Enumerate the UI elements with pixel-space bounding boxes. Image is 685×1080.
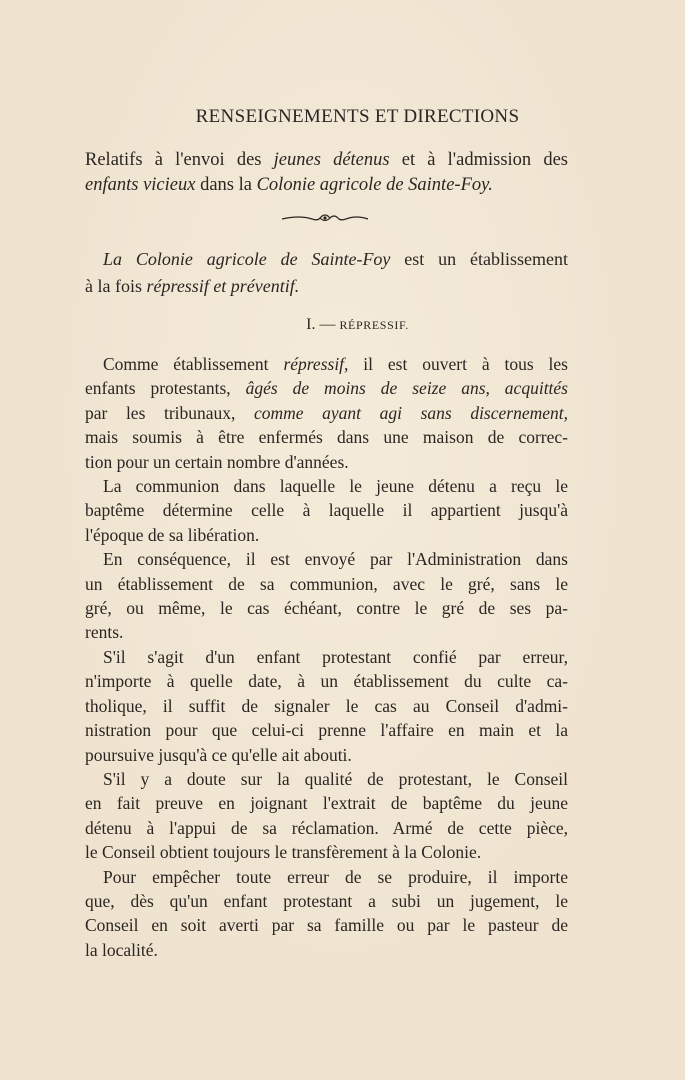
- section-name: RÉPRESSIF.: [339, 318, 409, 332]
- text-line: Pour empêcher toute erreur de se produire, il importe: [103, 866, 568, 887]
- text-line: enfants protestants, âgés de moins de seize ans, acquittés: [85, 378, 568, 399]
- text-line: S'il y a doute sur la qualité de protestant, le Conseil: [103, 768, 568, 789]
- paragraph-3: [85, 547, 568, 645]
- paragraph-4: [85, 645, 568, 767]
- intro-line-1: La Colonie agricole de Sainte-Foy est un établissement: [103, 249, 569, 269]
- text-line: que, dès qu'un enfant protestant a subi un jugement, le: [85, 890, 568, 911]
- text-line: mais soumis à être enfermés dans une maison de correc-: [85, 427, 568, 448]
- paragraph-6: [85, 865, 568, 963]
- text-line: par les tribunaux, comme ayant agi sans discernement,: [85, 402, 568, 423]
- text-line: n'importe à quelle date, à un établissement du culte ca-: [85, 671, 568, 692]
- paragraph-1: [85, 352, 568, 474]
- text-line: le Conseil obtient toujours le transfèrement à la Colonie.: [85, 842, 482, 863]
- text-line: poursuive jusqu'à ce qu'elle ait abouti.: [85, 744, 352, 765]
- text-line: La communion dans laquelle le jeune détenu a reçu le: [103, 476, 568, 497]
- text-line: un établissement de sa communion, avec le gré, sans le: [85, 573, 568, 594]
- text-line: en fait preuve en joignant l'extrait de baptême du jeune: [85, 793, 568, 814]
- intro-paragraph: [85, 246, 568, 300]
- subtitle-line-2: enfants vicieux dans la Colonie agricole de Sainte-Foy.: [85, 175, 493, 195]
- subtitle-line-1: Relatifs à l'envoi des jeunes détenus et à l'admission des: [85, 150, 568, 170]
- text-line: Conseil en soit averti par sa famille ou par le pasteur de: [85, 915, 568, 936]
- text-line: tion pour un certain nombre d'années.: [85, 451, 349, 472]
- intro-line-2: à la fois répressif et préventif.: [85, 276, 300, 296]
- paragraph-2: [85, 474, 568, 547]
- text-line: détenu à l'appui de sa réclamation. Armé de cette pièce,: [85, 817, 568, 838]
- section-title: [0, 316, 685, 334]
- text-line: rents.: [85, 622, 124, 643]
- page-heading: RENSEIGNEMENTS ET DIRECTIONS: [195, 106, 520, 127]
- text-line: la localité.: [85, 939, 158, 960]
- text-line: nistration pour que celui-ci prenne l'affaire en main et la: [85, 720, 568, 741]
- text-line: En conséquence, il est envoyé par l'Administration dans: [103, 549, 568, 570]
- text-line: tholique, il suffit de signaler le cas au Conseil d'admi-: [85, 695, 568, 716]
- subtitle: [85, 148, 568, 198]
- text-line: gré, ou même, le cas échéant, contre le gré de ses pa-: [85, 598, 568, 619]
- section-number: I. —: [306, 316, 336, 333]
- fleuron-divider-icon: [280, 211, 370, 225]
- text-line: Comme établissement répressif, il est ouvert à tous les: [103, 354, 568, 374]
- text-line: S'il s'agit d'un enfant protestant confié par erreur,: [103, 646, 568, 667]
- text-line: l'époque de sa libération.: [85, 524, 260, 545]
- body-text: [85, 352, 568, 962]
- text-line: baptême détermine celle à laquelle il appartient jusqu'à: [85, 500, 568, 521]
- paragraph-5: [85, 767, 568, 865]
